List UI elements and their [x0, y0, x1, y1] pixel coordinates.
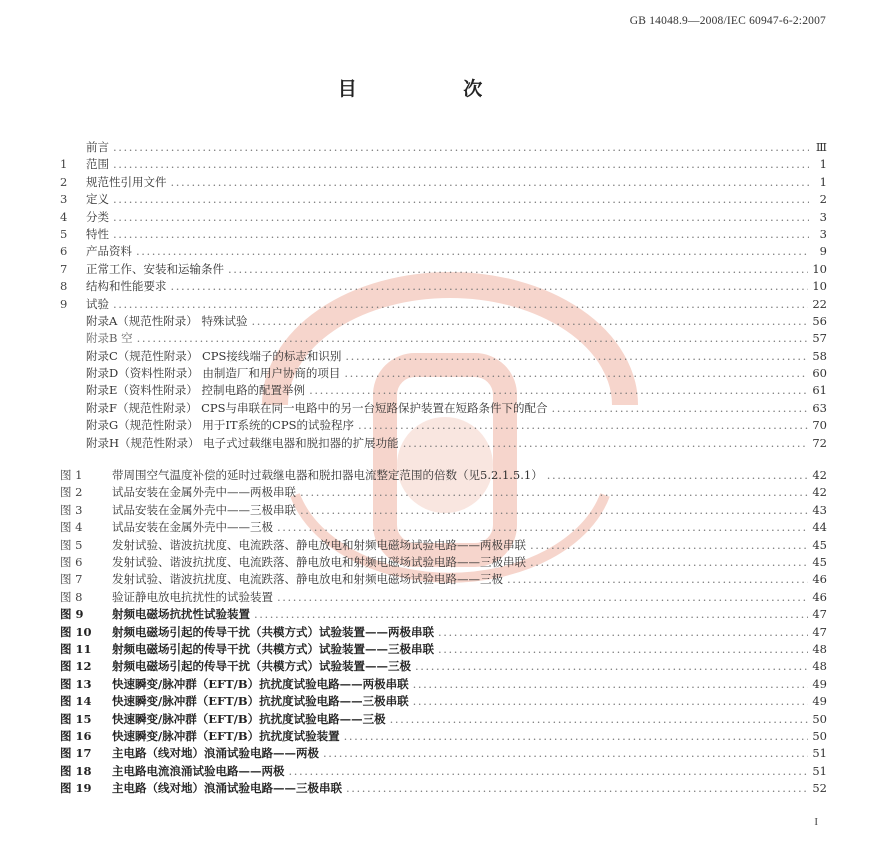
standard-id-header: GB 14048.9—2008/IEC 60947-6-2:2007: [629, 15, 826, 27]
entry-page-number: 3: [819, 226, 827, 241]
entry-number: 图 12: [60, 659, 92, 674]
figure-entry[interactable]: [60, 589, 827, 606]
entry-page-number: 1: [819, 174, 827, 189]
figure-entry[interactable]: [60, 728, 827, 745]
entry-page-number: 2: [819, 192, 827, 207]
entry-page-number: 48: [812, 659, 827, 674]
toc-entry[interactable]: [60, 296, 827, 313]
figure-entry[interactable]: [60, 519, 827, 536]
entry-page-number: 43: [812, 502, 827, 517]
entry-number: 7: [60, 261, 68, 276]
entry-label: 射频电磁场引起的传导干扰（共模方式）试验装置——三极: [112, 659, 411, 674]
entry-label: 试品安装在金属外壳中——三极串联: [112, 502, 296, 517]
entry-label: 附录B 空: [86, 331, 133, 346]
entry-page-number: 57: [812, 331, 827, 346]
entry-label: 发射试验、谐波抗扰度、电流跌落、静电放电和射频电磁场试验电路——两极串联: [112, 537, 526, 552]
entry-page-number: 1: [819, 157, 827, 172]
figure-entry[interactable]: [60, 693, 827, 710]
entry-page-number: 46: [812, 589, 827, 604]
dot-leader: [277, 519, 808, 536]
entry-page-number: 72: [812, 435, 827, 450]
figure-entry[interactable]: [60, 676, 827, 693]
dot-leader: [344, 365, 808, 382]
entry-number: 图 2: [60, 485, 83, 500]
toc-entry[interactable]: [60, 243, 827, 260]
dot-leader: [438, 641, 808, 658]
entry-number: 图 8: [60, 589, 83, 604]
toc-entry[interactable]: [60, 330, 827, 347]
entry-number: 图 10: [60, 624, 92, 639]
table-of-contents: [60, 139, 827, 797]
entry-label: 附录H（规范性附录） 电子式过载继电器和脱扣器的扩展功能: [86, 435, 399, 450]
figure-entry[interactable]: [60, 624, 827, 641]
dot-leader: [300, 484, 808, 501]
figure-entry[interactable]: [60, 658, 827, 675]
entry-label: 附录D（资料性附录） 由制造厂和用户协商的项目: [86, 366, 341, 381]
entry-page-number: 47: [812, 607, 827, 622]
dot-leader: [300, 502, 808, 519]
figure-entry[interactable]: [60, 606, 827, 623]
entry-label: 分类: [86, 209, 109, 224]
section-list: [60, 139, 827, 452]
dot-leader: [113, 191, 809, 208]
entry-label: 结构和性能要求: [86, 279, 167, 294]
toc-entry[interactable]: [60, 174, 827, 191]
toc-entry[interactable]: [60, 226, 827, 243]
entry-page-number: 56: [812, 313, 827, 328]
entry-page-number: 50: [812, 728, 827, 743]
entry-label: 快速瞬变/脉冲群（EFT/B）抗扰度试验电路——三极: [112, 711, 386, 726]
dot-leader: [403, 435, 809, 452]
dot-leader: [413, 693, 809, 710]
entry-number: 图 9: [60, 607, 84, 622]
dot-leader: [530, 537, 808, 554]
entry-label: 快速瞬变/脉冲群（EFT/B）抗扰度试验电路——三极串联: [112, 694, 409, 709]
dot-leader: [552, 400, 809, 417]
entry-label: 试品安装在金属外壳中——三极: [112, 520, 273, 535]
entry-label: 射频电磁场引起的传导干扰（共模方式）试验装置——三极串联: [112, 641, 434, 656]
entry-label: 带周围空气温度补偿的延时过载继电器和脱扣器电流整定范围的倍数（见5.2.1.5.1）: [112, 468, 543, 483]
entry-page-number: 49: [812, 676, 827, 691]
entry-label: 主电路（线对地）浪涌试验电路——两极: [112, 746, 319, 761]
toc-entry[interactable]: [60, 435, 827, 452]
entry-label: 发射试验、谐波抗扰度、电流跌落、静电放电和射频电磁场试验电路——三极串联: [112, 554, 526, 569]
entry-number: 图 14: [60, 694, 92, 709]
entry-number: 8: [60, 279, 68, 294]
figure-entry[interactable]: [60, 763, 827, 780]
toc-entry[interactable]: [60, 191, 827, 208]
dot-leader: [113, 139, 809, 156]
dot-leader: [323, 745, 808, 762]
dot-leader: [113, 209, 809, 226]
dot-leader: [358, 417, 808, 434]
entry-number: 4: [60, 209, 68, 224]
toc-entry[interactable]: [60, 382, 827, 399]
figure-entry[interactable]: [60, 484, 827, 501]
toc-entry[interactable]: [60, 400, 827, 417]
entry-page-number: 42: [812, 485, 827, 500]
dot-leader: [136, 243, 809, 260]
figure-entry[interactable]: [60, 502, 827, 519]
entry-number: 图 15: [60, 711, 92, 726]
dot-leader: [254, 606, 808, 623]
dot-leader: [113, 226, 809, 243]
dot-leader: [415, 658, 808, 675]
dot-leader: [277, 589, 808, 606]
entry-label: 试验: [86, 296, 109, 311]
toc-entry[interactable]: [60, 209, 827, 226]
dot-leader: [344, 728, 809, 745]
entry-label: 试品安装在金属外壳中——两极串联: [112, 485, 296, 500]
entry-page-number: 42: [812, 468, 827, 483]
entry-number: 9: [60, 296, 68, 311]
toc-divider: [60, 452, 827, 467]
dot-leader: [228, 261, 808, 278]
entry-number: 图 19: [60, 781, 92, 796]
entry-page-number: 61: [812, 383, 827, 398]
entry-number: 图 7: [60, 572, 83, 587]
entry-page-number: 52: [812, 781, 827, 796]
entry-label: 特性: [86, 226, 109, 241]
entry-label: 附录A（规范性附录） 特殊试验: [86, 313, 248, 328]
entry-page-number: 9: [819, 244, 827, 259]
entry-number: 1: [60, 157, 68, 172]
dot-leader: [507, 571, 808, 588]
entry-label: 主电路电流浪涌试验电路——两极: [112, 763, 285, 778]
figure-list: [60, 467, 827, 797]
entry-page-number: 51: [812, 746, 827, 761]
entry-page-number: 48: [812, 641, 827, 656]
toc-entry[interactable]: [60, 365, 827, 382]
entry-page-number: Ⅲ: [815, 140, 827, 154]
entry-number: 图 4: [60, 520, 83, 535]
entry-number: 图 5: [60, 537, 83, 552]
entry-number: 图 1: [60, 468, 83, 483]
entry-number: 2: [60, 174, 68, 189]
entry-label: 正常工作、安装和运输条件: [86, 261, 224, 276]
dot-leader: [113, 156, 809, 173]
entry-label: 主电路（线对地）浪涌试验电路——三极串联: [112, 781, 342, 796]
entry-page-number: 10: [812, 261, 827, 276]
entry-page-number: 45: [812, 537, 827, 552]
entry-label: 附录F（规范性附录） CPS与串联在同一电路中的另一台短路保护装置在短路条件下的配合: [86, 400, 548, 415]
entry-label: 射频电磁场抗扰性试验装置: [112, 607, 250, 622]
page-number: I: [814, 816, 818, 828]
entry-label: 验证静电放电抗扰性的试验装置: [112, 589, 273, 604]
entry-number: 图 13: [60, 676, 92, 691]
entry-label: 快速瞬变/脉冲群（EFT/B）抗扰度试验电路——两极串联: [112, 676, 409, 691]
entry-label: 发射试验、谐波抗扰度、电流跌落、静电放电和射频电磁场试验电路——三极: [112, 572, 503, 587]
entry-number: 图 11: [60, 641, 92, 656]
entry-page-number: 60: [812, 366, 827, 381]
entry-label: 产品资料: [86, 244, 132, 259]
figure-entry[interactable]: [60, 711, 827, 728]
dot-leader: [547, 467, 809, 484]
figure-entry[interactable]: [60, 554, 827, 571]
figure-entry[interactable]: [60, 467, 827, 484]
entry-number: 图 17: [60, 746, 92, 761]
dot-leader: [137, 330, 809, 347]
entry-number: 6: [60, 244, 68, 259]
entry-number: 图 6: [60, 554, 83, 569]
figure-entry[interactable]: [60, 780, 827, 797]
entry-number: 图 16: [60, 728, 92, 743]
entry-page-number: 3: [819, 209, 827, 224]
dot-leader: [113, 296, 808, 313]
entry-label: 附录E（资料性附录） 控制电路的配置举例: [86, 383, 306, 398]
dot-leader: [345, 348, 808, 365]
toc-entry[interactable]: [60, 139, 827, 156]
entry-label: 快速瞬变/脉冲群（EFT/B）抗扰度试验装置: [112, 728, 340, 743]
dot-leader: [413, 676, 809, 693]
dot-leader: [251, 313, 808, 330]
figure-entry[interactable]: [60, 641, 827, 658]
entry-page-number: 51: [812, 763, 827, 778]
toc-entry[interactable]: [60, 278, 827, 295]
entry-page-number: 49: [812, 694, 827, 709]
entry-page-number: 58: [812, 348, 827, 363]
entry-label: 附录C（规范性附录） CPS接线端子的标志和识别: [86, 348, 342, 363]
entry-page-number: 45: [812, 554, 827, 569]
dot-leader: [346, 780, 808, 797]
entry-number: 5: [60, 226, 68, 241]
figure-entry[interactable]: [60, 745, 827, 762]
entry-number: 3: [60, 192, 68, 207]
entry-page-number: 70: [812, 418, 827, 433]
dot-leader: [530, 554, 808, 571]
entry-label: 范围: [86, 157, 109, 172]
dot-leader: [171, 278, 809, 295]
entry-label: 射频电磁场引起的传导干扰（共模方式）试验装置——两极串联: [112, 624, 434, 639]
figure-entry[interactable]: [60, 537, 827, 554]
page-title: 目 次: [337, 78, 533, 100]
entry-page-number: 10: [812, 279, 827, 294]
dot-leader: [171, 174, 810, 191]
entry-label: 规范性引用文件: [86, 174, 167, 189]
entry-number: 图 3: [60, 502, 83, 517]
entry-page-number: 22: [812, 296, 827, 311]
dot-leader: [289, 763, 809, 780]
figure-entry[interactable]: [60, 571, 827, 588]
dot-leader: [438, 624, 808, 641]
entry-label: 定义: [86, 192, 109, 207]
entry-page-number: 50: [812, 711, 827, 726]
entry-page-number: 47: [812, 624, 827, 639]
entry-page-number: 46: [812, 572, 827, 587]
toc-entry[interactable]: [60, 261, 827, 278]
entry-label: 附录G（规范性附录） 用于IT系统的CPS的试验程序: [86, 418, 354, 433]
entry-page-number: 44: [812, 520, 827, 535]
toc-entry[interactable]: [60, 313, 827, 330]
toc-entry[interactable]: [60, 417, 827, 434]
toc-entry[interactable]: [60, 156, 827, 173]
dot-leader: [309, 382, 808, 399]
dot-leader: [390, 711, 809, 728]
toc-entry[interactable]: [60, 348, 827, 365]
entry-label: 前言: [86, 140, 109, 154]
entry-page-number: 63: [812, 400, 827, 415]
entry-number: 图 18: [60, 763, 92, 778]
